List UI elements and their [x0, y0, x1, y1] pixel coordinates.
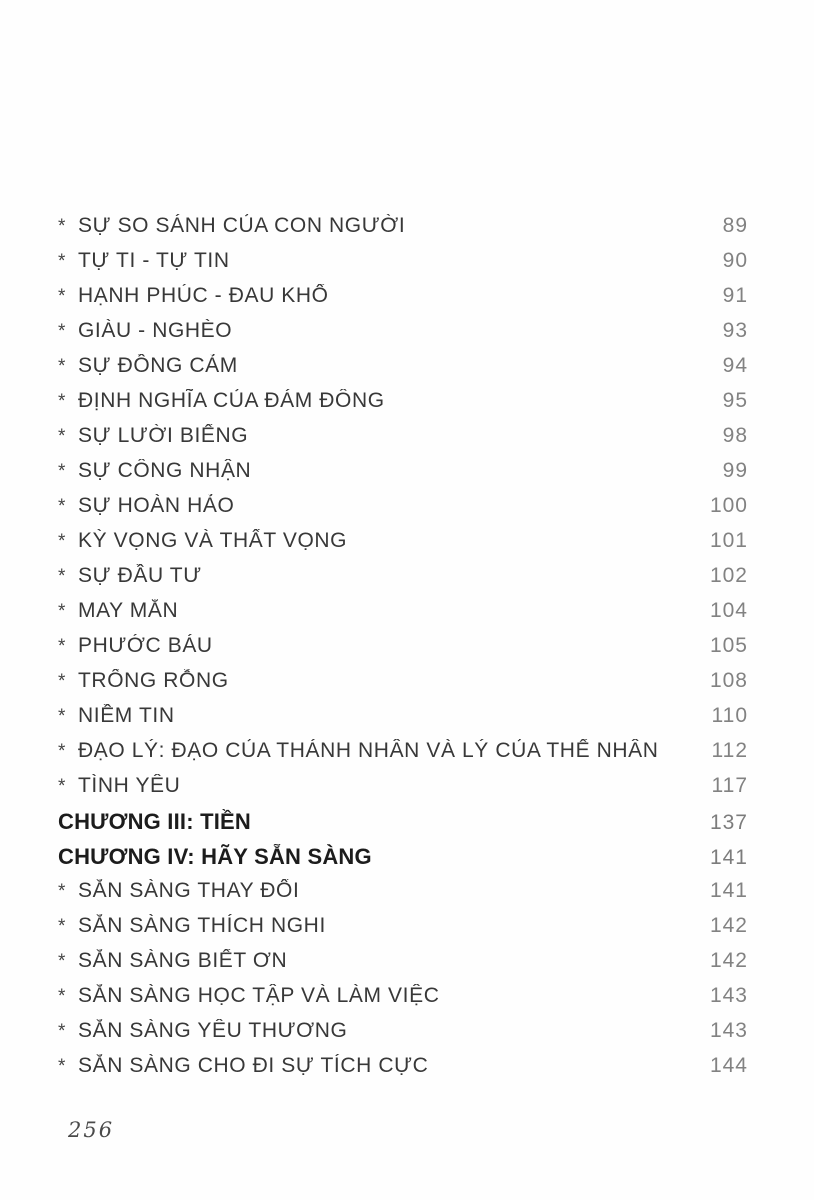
toc-item-row	[58, 214, 748, 249]
asterisk-bullet: *	[58, 251, 66, 272]
toc-entry-page-number: 105	[709, 634, 748, 657]
toc-entry-label: PHƯỚC BÁU	[78, 634, 213, 657]
asterisk-bullet: *	[58, 916, 66, 937]
toc-entry-page-number: 104	[709, 599, 748, 622]
toc-entry-page-number: 110	[711, 704, 748, 727]
toc-entry-page-number: 93	[722, 319, 748, 342]
toc-item-row	[58, 354, 748, 389]
toc-item-row	[58, 949, 748, 984]
toc-entry-label: SẴN SÀNG THÍCH NGHI	[78, 914, 326, 937]
toc-item-row	[58, 879, 748, 914]
toc-item-row	[58, 669, 748, 704]
toc-entry-page-number: 94	[722, 354, 748, 377]
asterisk-bullet: *	[58, 706, 66, 727]
toc-entry-page-number: 95	[722, 389, 748, 412]
toc-entry-page-number: 137	[709, 811, 748, 834]
toc-entry-page-number: 141	[709, 879, 748, 902]
toc-entry-label: TÌNH YÊU	[78, 774, 181, 797]
asterisk-bullet: *	[58, 1056, 66, 1077]
asterisk-bullet: *	[58, 671, 66, 692]
toc-entry-label: MAY MẮN	[78, 599, 179, 622]
asterisk-bullet: *	[58, 636, 66, 657]
footer-page-number: 256	[68, 1118, 115, 1142]
toc-item-row	[58, 424, 748, 459]
asterisk-bullet: *	[58, 776, 66, 797]
toc-entry-label: SẴN SÀNG THAY ĐỔI	[78, 879, 300, 902]
asterisk-bullet: *	[58, 391, 66, 412]
toc-item-row	[58, 1019, 748, 1054]
toc-item-row	[58, 319, 748, 354]
asterisk-bullet: *	[58, 216, 66, 237]
toc-entry-label: SẴN SÀNG CHO ĐI SỰ TÍCH CỰC	[78, 1054, 429, 1077]
toc-item-row	[58, 599, 748, 634]
toc-item-row	[58, 494, 748, 529]
toc-entry-label: SỰ HOÀN HẢO	[78, 494, 235, 517]
toc-entry-page-number: 101	[709, 529, 748, 552]
toc-item-row	[58, 774, 748, 809]
toc-entry-label: SỰ CÔNG NHẬN	[78, 459, 252, 482]
toc-entry-label: ĐẠO LÝ: ĐẠO CỦA THÁNH NHÂN VÀ LÝ CỦA THẾ NHÂN	[78, 739, 659, 762]
asterisk-bullet: *	[58, 986, 66, 1007]
toc-entry-label: CHƯƠNG IV: HÃY SẴN SÀNG	[58, 844, 372, 869]
asterisk-bullet: *	[58, 461, 66, 482]
toc-entry-page-number: 142	[709, 914, 748, 937]
toc-item-row	[58, 1054, 748, 1089]
toc-entry-page-number: 142	[709, 949, 748, 972]
toc-entry-label: SỰ LƯỜI BIẾNG	[78, 424, 249, 447]
asterisk-bullet: *	[58, 881, 66, 902]
toc-entry-label: SẴN SÀNG HỌC TẬP VÀ LÀM VIỆC	[78, 984, 440, 1007]
toc-entry-label: TRỐNG RỖNG	[78, 669, 229, 692]
toc-entry-page-number: 102	[709, 564, 748, 587]
asterisk-bullet: *	[58, 286, 66, 307]
toc-item-row	[58, 459, 748, 494]
asterisk-bullet: *	[58, 356, 66, 377]
toc-entry-label: SỰ SO SÁNH CỦA CON NGƯỜI	[78, 214, 406, 237]
toc-list	[58, 214, 748, 1089]
toc-item-row	[58, 529, 748, 564]
toc-entry-page-number: 91	[722, 284, 748, 307]
toc-item-row	[58, 249, 748, 284]
toc-item-row	[58, 739, 748, 774]
toc-entry-page-number: 98	[722, 424, 748, 447]
toc-entry-page-number: 143	[709, 1019, 748, 1042]
toc-item-row	[58, 389, 748, 424]
toc-entry-page-number: 90	[722, 249, 748, 272]
asterisk-bullet: *	[58, 321, 66, 342]
asterisk-bullet: *	[58, 741, 66, 762]
asterisk-bullet: *	[58, 496, 66, 517]
asterisk-bullet: *	[58, 566, 66, 587]
toc-chapter-row	[58, 809, 748, 844]
toc-entry-page-number: 112	[711, 739, 748, 762]
toc-item-row	[58, 914, 748, 949]
toc-entry-label: SẴN SÀNG BIẾT ƠN	[78, 949, 288, 972]
toc-item-row	[58, 634, 748, 669]
asterisk-bullet: *	[58, 426, 66, 447]
toc-entry-label: HẠNH PHÚC - ĐAU KHỔ	[78, 284, 329, 307]
toc-entry-page-number: 144	[709, 1054, 748, 1077]
toc-entry-label: CHƯƠNG III: TIỀN	[58, 809, 251, 834]
toc-entry-label: ĐỊNH NGHĨA CỦA ĐÁM ĐÔNG	[78, 389, 385, 412]
toc-item-row	[58, 284, 748, 319]
toc-entry-page-number: 117	[711, 774, 748, 797]
toc-item-row	[58, 564, 748, 599]
toc-item-row	[58, 704, 748, 739]
toc-entry-label: SỰ ĐẦU TƯ	[78, 564, 202, 587]
asterisk-bullet: *	[58, 1021, 66, 1042]
asterisk-bullet: *	[58, 601, 66, 622]
asterisk-bullet: *	[58, 531, 66, 552]
toc-entry-label: SẴN SÀNG YÊU THƯƠNG	[78, 1019, 348, 1042]
toc-entry-label: GIÀU - NGHÈO	[78, 319, 233, 342]
toc-entry-label: NIỀM TIN	[78, 704, 175, 727]
toc-entry-page-number: 100	[709, 494, 748, 517]
toc-entry-label: KỲ VỌNG VÀ THẤT VỌNG	[78, 529, 348, 552]
toc-item-row	[58, 984, 748, 1019]
toc-entry-label: TỰ TI - TỰ TIN	[78, 249, 230, 272]
toc-chapter-row	[58, 844, 748, 879]
asterisk-bullet: *	[58, 951, 66, 972]
toc-entry-label: SỰ ĐỒNG CẢM	[78, 354, 238, 377]
toc-entry-page-number: 141	[709, 846, 748, 869]
toc-entry-page-number: 99	[722, 459, 748, 482]
toc-entry-page-number: 89	[722, 214, 748, 237]
toc-entry-page-number: 108	[709, 669, 748, 692]
toc-entry-page-number: 143	[709, 984, 748, 1007]
